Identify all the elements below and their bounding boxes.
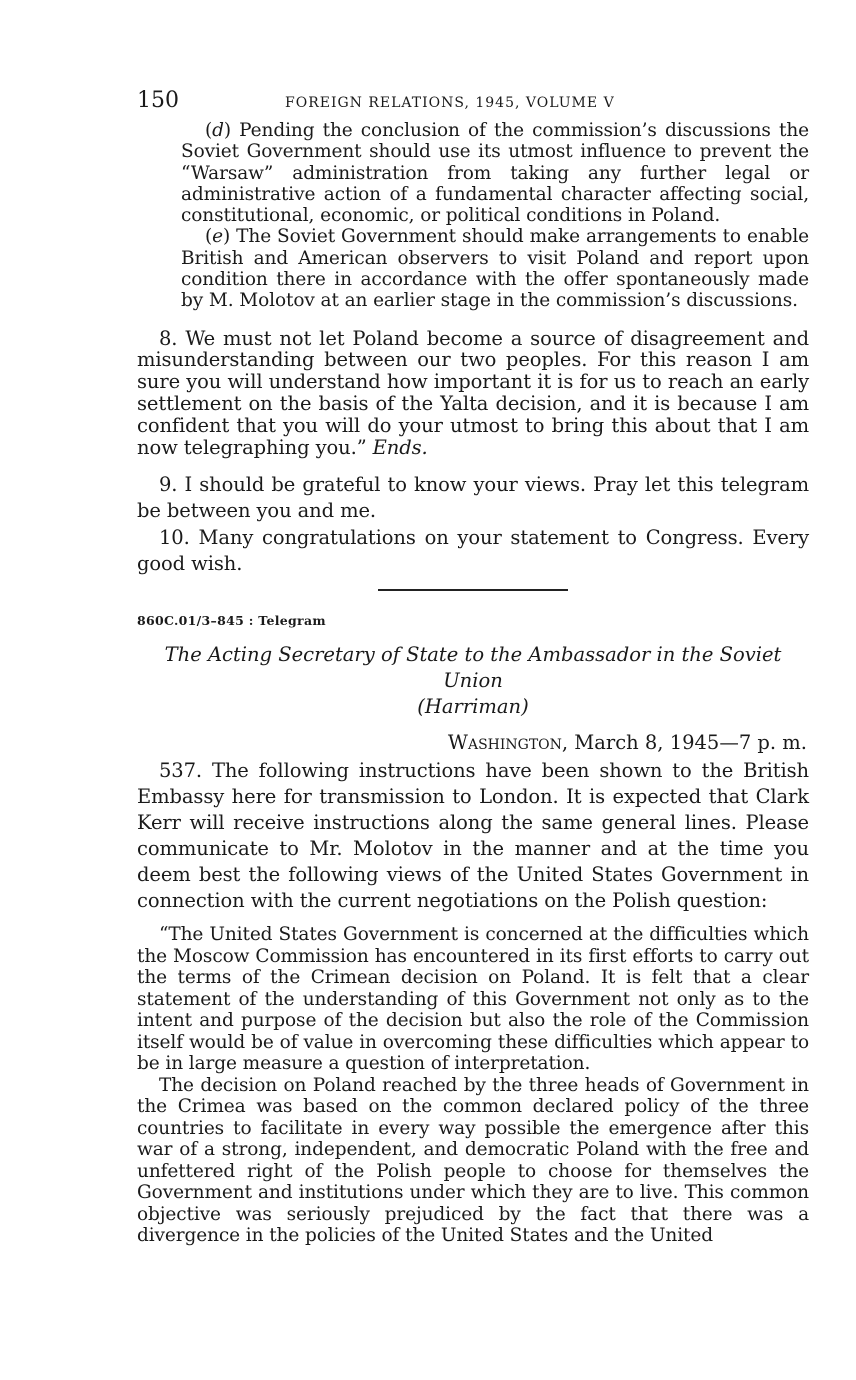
quoted-paragraph-1: “The United States Government is concerned at the difficulties which the Moscow Commission has encountered in its first efforts to carry out the terms of the Crimean decision on Poland. It is felt that a clear statement of the understanding of this Government not only as to the intent and purpose of the decision but also the role of the Commission itself would be of value in overcoming these difficulties which appear to be in large measure a question of interpretation. <box>137 924 809 1075</box>
paragraph-537: 537. The following instructions have been shown to the British Embassy here for transmission to London. It is expected that Clark Kerr will receive instructions along the same general lines. Please communicate to Mr. Molotov in the manner and at the time you deem best the following views of the United States Government in connection with the current negotiations on the Polish question: <box>137 759 809 913</box>
section-e-paragraph: (e) The Soviet Government should make arrangements to enable British and American observers to visit Poland and report upon condition there in accordance with the offer spontaneously made by M. Molotov at an earlier stage in the commission’s discussions. <box>181 226 809 312</box>
section-d-paragraph: (d) Pending the conclusion of the commission’s discussions the Soviet Government should use its utmost influence to prevent the “Warsaw” administration from taking any further legal or administrative action of a fundamental character affecting social, constitutional, economic, or political conditions in Poland. <box>181 120 809 227</box>
paragraph-8: 8. We must not let Poland become a source of disagreement and misunderstanding between our two peoples. For this reason I am sure you will understand how important it is for us to reach an early settlement on the basis of the Yalta decision, and it is because I am confident that you will do your utmost to bring this about that I am now telegraphing you.” Ends. <box>137 326 809 459</box>
ends-marker: Ends. <box>372 435 428 459</box>
document-title <box>137 642 809 720</box>
dateline-date: , March 8, 1945—7 p. m. <box>561 731 807 755</box>
quoted-paragraph-2: The decision on Poland reached by the three heads of Government in the Crimea was based on the common declared policy of the three countries to facilitate in every way possible the emergence after this war of a strong, independent, and democratic Poland with the free and unfettered right of the Polish people to choose for themselves the Government and institutions under which they are to live. This common objective was seriously prejudiced by the fact that there was a divergence in the policies of the United States and the United <box>137 1074 809 1247</box>
document-page <box>137 88 809 1247</box>
file-reference: 860C.01/3–845 : Telegram <box>137 613 326 629</box>
document-title-line-2: (Harriman) <box>417 695 529 719</box>
section-divider <box>378 589 568 591</box>
dateline-place: Washington <box>447 731 562 755</box>
page-header <box>137 88 809 120</box>
page-number: 150 <box>137 88 179 113</box>
document-title-line-1: The Acting Secretary of State to the Ambassador in the Soviet Union <box>164 643 782 693</box>
paragraph-10: 10. Many congratulations on your statement to Congress. Every good wish. <box>137 526 809 576</box>
running-title: FOREIGN RELATIONS, 1945, VOLUME V <box>285 95 615 111</box>
paragraph-9: 9. I should be grateful to know your views. Pray let this telegram be between you and me. <box>137 473 809 523</box>
dateline <box>137 730 809 756</box>
